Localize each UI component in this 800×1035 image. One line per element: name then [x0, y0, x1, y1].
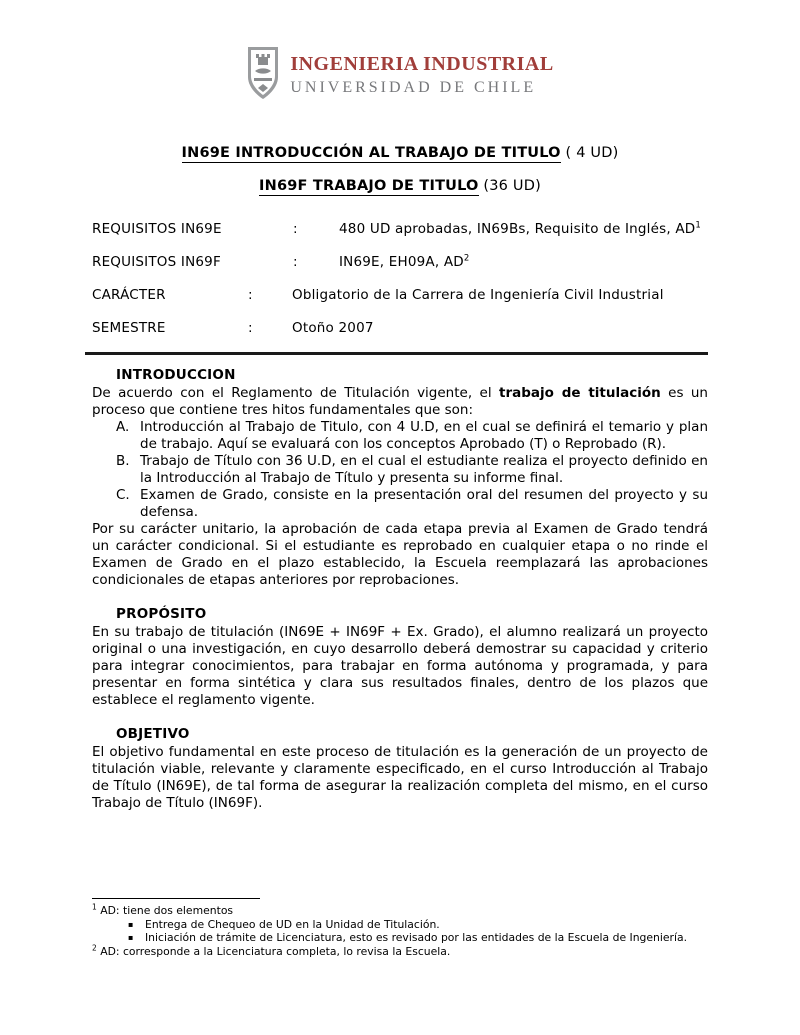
requirement-row-caracter	[92, 286, 708, 304]
requirement-row-semestre	[92, 319, 708, 337]
footnote-bullet-text: Entrega de Chequeo de UD en la Unidad de Titulación.	[145, 917, 440, 931]
footnote-ref-2: 2	[463, 253, 470, 264]
req-label: CARÁCTER	[92, 287, 166, 303]
footnote-1-marker: 1	[92, 902, 97, 912]
list-item-a	[116, 419, 708, 453]
course-title-in69e	[92, 145, 708, 161]
req-separator: :	[293, 254, 298, 270]
course-title-in69e-ud: ( 4 UD)	[560, 145, 619, 161]
req-label: REQUISITOS IN69E	[92, 221, 222, 237]
list-item-b	[116, 453, 708, 487]
introduccion-list	[116, 419, 708, 521]
header-divider-rule	[85, 352, 708, 355]
req-value: 480 UD aprobadas, IN69Bs, Requisito de Inglés, AD	[339, 221, 696, 237]
course-title-in69f-ud: (36 UD)	[478, 178, 541, 194]
list-item-text: Examen de Grado, consiste en la presentación oral del resumen del proyecto y su defensa.	[140, 487, 708, 520]
footnote-bullet-item	[128, 931, 708, 945]
requirements-block	[92, 220, 708, 337]
list-item-c	[116, 487, 708, 521]
university-name: UNIVERSIDAD DE CHILE	[290, 79, 537, 96]
footnote-bullet-item	[128, 918, 708, 932]
req-label: SEMESTRE	[92, 320, 166, 336]
university-logo	[92, 0, 708, 105]
section-heading-introduccion: INTRODUCCION	[116, 367, 236, 383]
req-separator: :	[248, 287, 253, 303]
square-bullet-icon: ▪	[128, 933, 134, 942]
objetivo-paragraph: El objetivo fundamental en este proceso de titulación es la generación de un proyecto de titulación viable, relevante y claramente especificado, en el curso Introducción al Trabajo de Título (IN69E), de tal forma de asegurar la realización completa del mismo, en el curso Trabajo de Título (IN69F).	[92, 744, 708, 811]
introduccion-paragraph-2: Por su carácter unitario, la aprobación de cada etapa previa al Examen de Grado tendrá un carácter condicional. Si el estudiante es reprobado en cualquier etapa o no rinde el Examen de Grado en el plazo establecido, la Escuela reemplazará las aprobaciones condicionales de etapas anteriores por reprobaciones.	[92, 521, 708, 588]
list-marker: C.	[116, 487, 130, 503]
section-heading-objetivo: OBJETIVO	[116, 726, 190, 742]
list-item-text: Trabajo de Título con 36 U.D, en el cual el estudiante realiza el proyecto definido en la Introducción al Trabajo de Título y presenta su informe final.	[140, 453, 708, 486]
req-label: REQUISITOS IN69F	[92, 254, 221, 270]
section-heading-proposito: PROPÓSITO	[116, 606, 207, 622]
intro-text-a: De acuerdo con el Reglamento de Titulación vigente, el	[92, 385, 499, 401]
footnote-bullet-text: Iniciación de trámite de Licenciatura, esto es revisado por las entidades de la Escuela de Ingeniería.	[145, 931, 688, 944]
course-title-in69f-text: IN69F TRABAJO DE TITULO	[259, 178, 479, 194]
square-bullet-icon: ▪	[128, 919, 134, 929]
footnote-2-text: AD: corresponde a la Licenciatura completa, lo revisa la Escuela.	[96, 944, 451, 958]
list-marker: A.	[116, 419, 130, 435]
brand-name: INGENIERIA INDUSTRIAL	[290, 53, 554, 75]
list-marker: B.	[116, 453, 130, 469]
footnote-2	[92, 942, 708, 959]
req-value: IN69E, EH09A, AD	[339, 254, 464, 270]
footnotes-block	[92, 898, 708, 958]
course-title-in69f	[92, 178, 708, 194]
intro-text-bold: trabajo de titulación	[498, 385, 661, 401]
requirement-row-in69e	[92, 220, 708, 238]
footnote-1	[92, 904, 708, 918]
req-value: Otoño 2007	[292, 320, 374, 336]
requirement-row-in69f	[92, 253, 708, 271]
course-title-in69e-text: IN69E INTRODUCCIÓN AL TRABAJO DE TITULO	[181, 145, 561, 161]
req-separator: :	[293, 221, 298, 237]
footnote-divider-rule	[92, 898, 260, 899]
footnote-1-text: AD: tiene dos elementos	[96, 904, 234, 917]
footnote-1-bullets	[128, 918, 708, 945]
req-separator: :	[248, 320, 253, 336]
footnote-ref-1: 1	[695, 220, 701, 231]
req-value: Obligatorio de la Carrera de Ingeniería Civil Industrial	[292, 287, 664, 303]
footnote-2-marker: 2	[92, 942, 97, 952]
proposito-paragraph: En su trabajo de titulación (IN69E + IN69F + Ex. Grado), el alumno realizará un proyecto original o una investigación, en cuyo desarrollo deberá demostrar su capacidad y criterio para integrar conocimientos, para trabajar en forma autónoma y programada, y para presentar en forma sintética y clara sus resultados finales, dentro de los plazos que establece el reglamento vigente.	[92, 624, 708, 708]
intro-text-b: es un proceso que contiene tres hitos fundamentales que son:	[92, 385, 708, 418]
university-crest-icon	[246, 45, 280, 105]
list-item-text: Introducción al Trabajo de Titulo, con 4 U.D, en el cual se definirá el temario y plan de trabajo. Aquí se evaluará con los conceptos Aprobado (T) o Reprobado (R).	[140, 419, 708, 452]
introduccion-paragraph-1	[92, 385, 708, 419]
